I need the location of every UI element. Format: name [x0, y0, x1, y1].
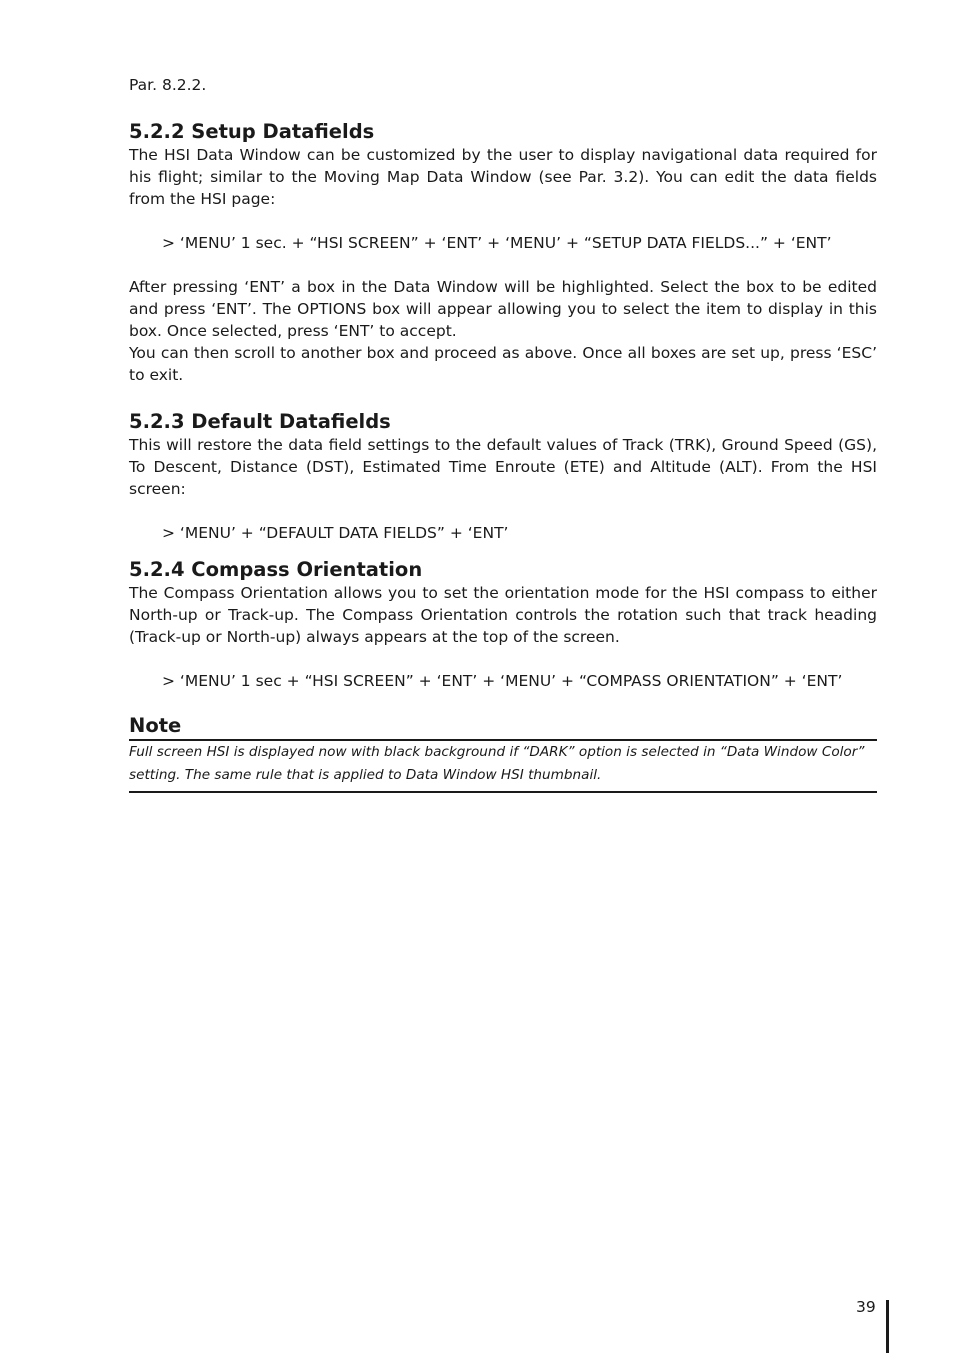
section-paragraph: After pressing ‘ENT’ a box in the Data Window will be highlighted. Select the box to be edited and press ‘ENT’. The OPTIONS box will appear allowing you to select the item to display in this box. Once selected, press ‘ENT’ to accept. — [129, 278, 877, 340]
paragraph-reference: Par. 8.2.2. — [129, 76, 207, 94]
section-paragraph: You can then scroll to another box and proceed as above. Once all boxes are set up, press ‘ESC’ to exit. — [129, 344, 877, 384]
section-intro: The HSI Data Window can be customized by the user to display navigational data required for his flight; similar to the Moving Map Data Window (see Par. 3.2). You can edit the data fields from the HSI page: — [129, 146, 877, 208]
section-compass-orientation — [129, 558, 877, 692]
page-number: 39 — [856, 1298, 876, 1316]
section-heading: 5.2.3 Default Datafields — [129, 410, 391, 433]
note-text: Full screen HSI is displayed now with black background if “DARK” option is selected in “Data Window Color” setting. The same rule that is applied to Data Window HSI thumbnail. — [129, 741, 877, 793]
section-heading: 5.2.4 Compass Orientation — [129, 558, 423, 581]
section-setup-datafields — [129, 120, 877, 386]
note-box — [129, 714, 877, 793]
note-title: Note — [129, 714, 877, 741]
section-default-datafields — [129, 410, 877, 544]
section-heading: 5.2.2 Setup Datafields — [129, 120, 375, 143]
section-intro: The Compass Orientation allows you to set the orientation mode for the HSI compass to either North-up or Track-up. The Compass Orientation controls the rotation such that track heading (Track-up or North-up) always appears at the top of the screen. — [129, 584, 877, 646]
key-sequence: > ‘MENU’ 1 sec + “HSI SCREEN” + ‘ENT’ + ‘MENU’ + “COMPASS ORIENTATION” + ‘ENT’ — [162, 672, 843, 690]
section-intro: This will restore the data field settings to the default values of Track (TRK), Ground Speed (GS), To Descent, Distance (DST), Estimated Time Enroute (ETE) and Altitude (ALT). From the HSI screen: — [129, 436, 877, 498]
key-sequence: > ‘MENU’ + “DEFAULT DATA FIELDS” + ‘ENT’ — [162, 524, 509, 542]
page-edge-rule — [886, 1300, 889, 1353]
key-sequence: > ‘MENU’ 1 sec. + “HSI SCREEN” + ‘ENT’ + ‘MENU’ + “SETUP DATA FIELDS...” + ‘ENT’ — [162, 234, 832, 252]
page-body — [129, 74, 877, 793]
